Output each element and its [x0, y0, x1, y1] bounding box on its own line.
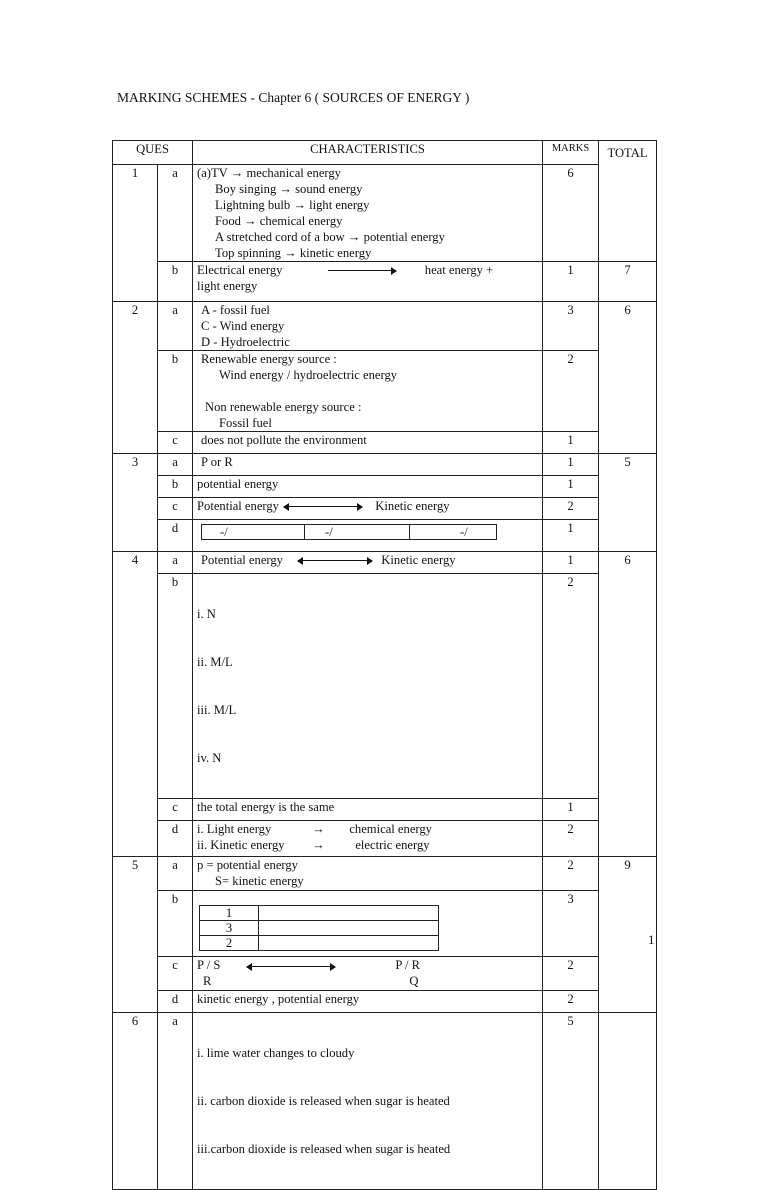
q3-a-answer: [193, 454, 543, 476]
q2-a-line: D - Hydroelectric: [201, 335, 290, 349]
q4-d-ii-right: electric energy: [355, 838, 430, 852]
q3-c-answer: [193, 498, 543, 520]
q5-b-row: [113, 891, 657, 957]
q4-b-line: iv. N: [197, 751, 222, 765]
q1-a-row: [113, 165, 657, 262]
q5-b-cell: 1: [200, 906, 259, 921]
q6-a-row: [113, 1013, 657, 1190]
q3-b-answer: [193, 476, 543, 498]
q4-b-line: ii. M/L: [197, 655, 233, 669]
q5-b-order-table: [199, 905, 439, 951]
q4-a-right: Kinetic energy: [381, 553, 456, 567]
q2-b-renew-head: Renewable energy source :: [201, 352, 337, 366]
q5-d-text: kinetic energy , potential energy: [197, 992, 360, 1006]
q1-a-line: Lightning bulb → light energy: [215, 198, 370, 212]
right-arrow-icon: →: [312, 822, 325, 836]
q4-total: 6: [599, 552, 657, 857]
q3-c-label: c: [158, 498, 193, 520]
q2-a-marks: 3: [543, 302, 599, 351]
q5-a-row: [113, 857, 657, 891]
q3-b-row: [113, 476, 657, 498]
q6-a-line: i. lime water changes to cloudy: [197, 1046, 355, 1060]
q2-a-line: C - Wind energy: [201, 319, 285, 333]
q5-a-answer: [193, 857, 543, 891]
q6-a-line: ii. carbon dioxide is released when sugar is heated: [197, 1094, 450, 1108]
q5-b-answer: [193, 891, 543, 957]
q3-d-row: [113, 520, 657, 552]
q1-b-label: b: [158, 262, 193, 302]
q1-b-right: heat energy +: [424, 263, 494, 277]
q1-b-row: [113, 262, 657, 302]
q1-total: 7: [599, 262, 657, 302]
q4-b-answer: [193, 574, 543, 799]
q4-d-marks: 2: [543, 821, 599, 857]
q3-d-label: d: [158, 520, 193, 552]
q2-a-label: a: [158, 302, 193, 351]
q5-b-cell: 2: [200, 936, 259, 951]
q6-a-answer: [193, 1013, 543, 1190]
q6-a-marks: 5: [543, 1013, 599, 1190]
q3-b-text: potential energy: [197, 477, 279, 491]
q3-a-row: [113, 454, 657, 476]
q3-a-marks: 1: [543, 454, 599, 476]
q4-c-answer: [193, 799, 543, 821]
q6-a-label: a: [158, 1013, 193, 1190]
header-ques: QUES: [113, 141, 193, 165]
q3-b-label: b: [158, 476, 193, 498]
q1-b-answer: [193, 262, 543, 302]
q2-c-answer: [193, 432, 543, 454]
q1-a-marks: 6: [543, 165, 599, 262]
q4-c-row: [113, 799, 657, 821]
q5-c-left-top: P / S: [197, 958, 221, 972]
q4-d-i-left: i. Light energy: [197, 822, 272, 836]
q6-number: 6: [113, 1013, 158, 1190]
q4-b-label: b: [158, 574, 193, 799]
q4-d-row: [113, 821, 657, 857]
q1-number: 1: [113, 165, 158, 302]
q4-a-marks: 1: [543, 552, 599, 574]
q1-a-line: A stretched cord of a bow → potential energy: [215, 230, 445, 244]
q4-c-label: c: [158, 799, 193, 821]
q5-total: 9: [599, 857, 657, 1013]
q2-b-row: [113, 351, 657, 432]
q3-c-marks: 2: [543, 498, 599, 520]
q5-b-marks: 3: [543, 891, 599, 957]
q3-c-left: Potential energy: [197, 499, 279, 513]
q3-a-label: a: [158, 454, 193, 476]
q5-d-row: [113, 991, 657, 1013]
q2-b-renew-val: Wind energy / hydroelectric energy: [219, 368, 398, 382]
q3-b-marks: 1: [543, 476, 599, 498]
q4-c-marks: 1: [543, 799, 599, 821]
q5-c-label: c: [158, 957, 193, 991]
q3-d-cell: -/: [202, 525, 305, 540]
q4-d-answer: [193, 821, 543, 857]
q1-a-line: Food → chemical energy: [215, 214, 343, 228]
q2-b-nonrenew-val: Fossil fuel: [219, 416, 272, 430]
q2-b-nonrenew-head: Non renewable energy source :: [205, 400, 362, 414]
q3-a-text: P or R: [201, 455, 233, 469]
q1-b-left: Electrical energy: [197, 263, 283, 277]
header-row: [113, 141, 657, 165]
q5-d-answer: [193, 991, 543, 1013]
header-marks: MARKS: [543, 141, 599, 165]
document-title: MARKING SCHEMES - Chapter 6 ( SOURCES OF ENERGY ): [117, 90, 470, 105]
q2-c-row: [113, 432, 657, 454]
q3-d-answer: [193, 520, 543, 552]
q2-a-row: [113, 302, 657, 351]
double-arrow-icon: [284, 503, 362, 511]
q4-c-text: the total energy is the same: [197, 800, 335, 814]
q3-c-row: [113, 498, 657, 520]
q3-total: 5: [599, 454, 657, 552]
q4-b-line: iii. M/L: [197, 703, 237, 717]
q5-d-label: d: [158, 991, 193, 1013]
q2-c-text: does not pollute the environment: [201, 433, 367, 447]
q5-a-label: a: [158, 857, 193, 891]
q4-b-line: i. N: [197, 607, 216, 621]
q1-a-label: a: [158, 165, 193, 262]
q4-a-left: Potential energy: [201, 553, 283, 567]
right-arrow-icon: [328, 267, 396, 275]
q1-a-line: Boy singing → sound energy: [215, 182, 363, 196]
q4-a-label: a: [158, 552, 193, 574]
q4-a-answer: [193, 552, 543, 574]
q5-b-label: b: [158, 891, 193, 957]
q1-a-line: (a)TV → mechanical energy: [197, 166, 341, 180]
q2-b-label: b: [158, 351, 193, 432]
q1-a-answer: [193, 165, 543, 262]
q2-number: 2: [113, 302, 158, 454]
q5-a-marks: 2: [543, 857, 599, 891]
q1-b-marks: 1: [543, 262, 599, 302]
q2-b-marks: 2: [543, 351, 599, 432]
page-number: 1: [648, 932, 655, 947]
q5-c-row: [113, 957, 657, 991]
q4-d-ii-left: ii. Kinetic energy: [197, 838, 285, 852]
q2-total: 6: [599, 302, 657, 454]
q5-d-marks: 2: [543, 991, 599, 1013]
q4-d-label: d: [158, 821, 193, 857]
q5-b-cell: 3: [200, 921, 259, 936]
q5-a-line2: S= kinetic energy: [215, 874, 304, 888]
q6-total: [599, 1013, 657, 1190]
q2-a-line: A - fossil fuel: [201, 303, 270, 317]
q2-c-label: c: [158, 432, 193, 454]
marking-scheme-table: [112, 140, 657, 1190]
q5-c-answer: [193, 957, 543, 991]
q4-b-marks: 2: [543, 574, 599, 799]
q5-c-right-bot: Q: [409, 974, 419, 988]
q2-b-answer: [193, 351, 543, 432]
q1-b-line2: light energy: [197, 279, 258, 293]
q4-a-row: [113, 552, 657, 574]
q3-d-cell: -/: [410, 525, 497, 540]
q5-c-left-bot: R: [203, 974, 212, 988]
q5-c-right-top: P / R: [395, 958, 421, 972]
q4-d-i-right: chemical energy: [349, 822, 432, 836]
q4-number: 4: [113, 552, 158, 857]
q3-d-tick-table: [201, 524, 497, 540]
q3-number: 3: [113, 454, 158, 552]
header-total: TOTAL: [599, 141, 657, 262]
double-arrow-icon: [298, 557, 372, 565]
q2-c-marks: 1: [543, 432, 599, 454]
q3-d-cell: -/: [305, 525, 410, 540]
q1-a-line: Top spinning → kinetic energy: [215, 246, 372, 260]
q5-number: 5: [113, 857, 158, 1013]
q4-b-row: [113, 574, 657, 799]
right-arrow-icon: →: [312, 838, 325, 852]
q3-c-right: Kinetic energy: [375, 499, 450, 513]
q5-a-line1: p = potential energy: [197, 858, 298, 872]
q3-d-marks: 1: [543, 520, 599, 552]
q2-a-answer: [193, 302, 543, 351]
double-arrow-icon: [247, 963, 335, 971]
header-characteristics: CHARACTERISTICS: [193, 141, 543, 165]
q5-c-marks: 2: [543, 957, 599, 991]
q6-a-line: iii.carbon dioxide is released when sugar is heated: [197, 1142, 451, 1156]
